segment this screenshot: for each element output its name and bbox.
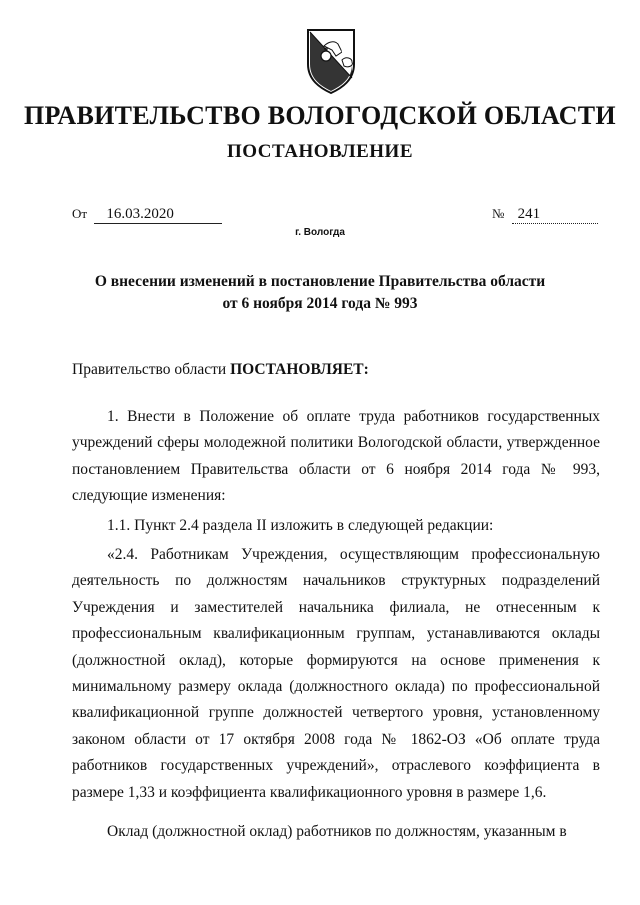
number-row [492, 206, 598, 224]
city-label: г. Вологда [295, 227, 345, 238]
paragraph-3: «2.4. Работникам Учреждения, осуществляющим профессиональную деятельность по должностям начальников структурных подразделений Учреждения и заместителей начальника филиала, не отнесенным к профессиональным квалификационным группам, устанавливаются оклады (должностной оклад), которые формируются на основе применения к минимальному размеру оклада (должностного оклада) по профессиональной квалификационной группе должностей четвертого уровня, установленному законом области от 17 октября 2008 года № 1862-ОЗ «Об оплате труда работников государственных учреждений», отраслевого коэффициента в размере 1,33 и коэффициента квалификационного уровня в размере 1,6. [72, 546, 600, 801]
number-prefix: № [492, 206, 505, 221]
paragraph-2: 1.1. Пункт 2.4 раздела II изложить в следующей редакции: [107, 516, 494, 534]
document-body [72, 404, 600, 846]
preamble [72, 361, 369, 379]
coat-of-arms-emblem [302, 26, 360, 96]
paragraph-1: 1. Внести в Положение об оплате труда работников государственных учреждений сферы молодежной политики Вологодской области, утвержденное постановлением Правительства области от 6 ноября 2014 года № 993, следующие изменения: [72, 408, 600, 505]
document-subject [0, 271, 640, 315]
date-row [72, 206, 222, 224]
document-date: 16.03.2020 [94, 206, 222, 224]
date-prefix: От [72, 206, 88, 221]
document-number: 241 [512, 206, 598, 224]
preamble-decree: ПОСТАНОВЛЯЕТ: [230, 361, 369, 378]
government-title: ПРАВИТЕЛЬСТВО ВОЛОГОДСКОЙ ОБЛАСТИ [24, 101, 616, 130]
subject-line-2: от 6 ноября 2014 года № 993 [222, 295, 418, 312]
preamble-lead: Правительство области [72, 361, 231, 378]
paragraph-4: Оклад (должностной оклад) работников по должностям, указанным в [107, 823, 567, 841]
subject-line-1: О внесении изменений в постановление Правительства области [94, 273, 546, 290]
document-type: ПОСТАНОВЛЕНИЕ [226, 141, 414, 162]
